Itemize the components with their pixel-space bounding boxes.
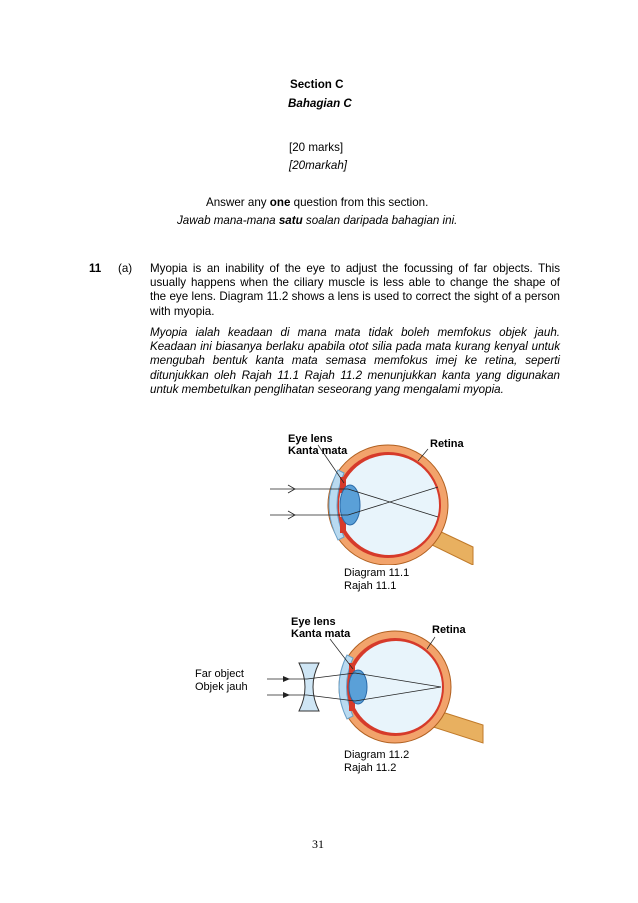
retina-label: Retina <box>430 438 464 450</box>
kanta-mata-label: Kanta mata <box>288 445 348 457</box>
section-title: Section C <box>290 78 344 91</box>
question-text-malay <box>150 326 560 397</box>
question-line: Myopia is an inability of the eye to adjust the focussing of far objects. This <box>150 262 560 275</box>
objek-jauh-label: Objek jauh <box>195 681 248 693</box>
marks-label-malay: [20markah] <box>289 159 347 172</box>
question-line: mengubah bentuk kanta mata semasa memfokus imej ke retina, seperti <box>150 354 560 368</box>
question-part: (a) <box>118 262 133 275</box>
concave-lens <box>299 663 319 711</box>
eye-lens <box>340 485 360 525</box>
diagram-caption: Diagram 11.1 <box>344 567 410 579</box>
eye-lens-label: Eye lens <box>288 433 333 445</box>
question-line: ditunjukkan oleh Rajah 11.1 Rajah 11.2 menunjukkan kanta yang digunakan <box>150 368 560 382</box>
diagram-caption: Diagram 11.2 <box>344 749 410 761</box>
page-number: 31 <box>312 837 324 851</box>
arrow-icon <box>283 676 290 682</box>
retina-label: Retina <box>432 624 466 636</box>
question-line: Keadaan ini biasanya berlaku apabila otot silia pada mata kurang kenyal untuk <box>150 340 560 354</box>
eye-lens-label: Eye lens <box>291 616 336 628</box>
instruction-malay: Jawab mana-mana satu soalan daripada bahagian ini. <box>177 214 458 227</box>
eye-lens <box>349 670 367 704</box>
marks-label: [20 marks] <box>289 141 344 154</box>
question-line: Myopia ialah keadaan di mana mata tidak boleh memfokus objek jauh. <box>150 326 560 339</box>
diagram-caption-malay: Rajah 11.2 <box>344 762 397 774</box>
question-number: 11 <box>89 262 102 275</box>
instruction: Answer any one question from this section. <box>206 196 429 209</box>
far-object-label: Far object <box>195 668 244 680</box>
question-line: with myopia. <box>150 304 215 318</box>
question-line: usually happens when the ciliary muscle is less able to change the shape of <box>150 276 560 290</box>
question-text-english <box>150 262 560 319</box>
question-line: untuk membetulkan penglihatan seseorang yang mengalami myopia. <box>150 382 504 396</box>
kanta-mata-label: Kanta mata <box>291 628 351 640</box>
section-title-malay: Bahagian C <box>288 97 352 110</box>
question-line: the eye lens. Diagram 11.2 shows a lens is used to correct the sight of a person <box>150 290 560 304</box>
diagram-caption-malay: Rajah 11.1 <box>344 580 397 592</box>
arrow-icon <box>283 692 290 698</box>
